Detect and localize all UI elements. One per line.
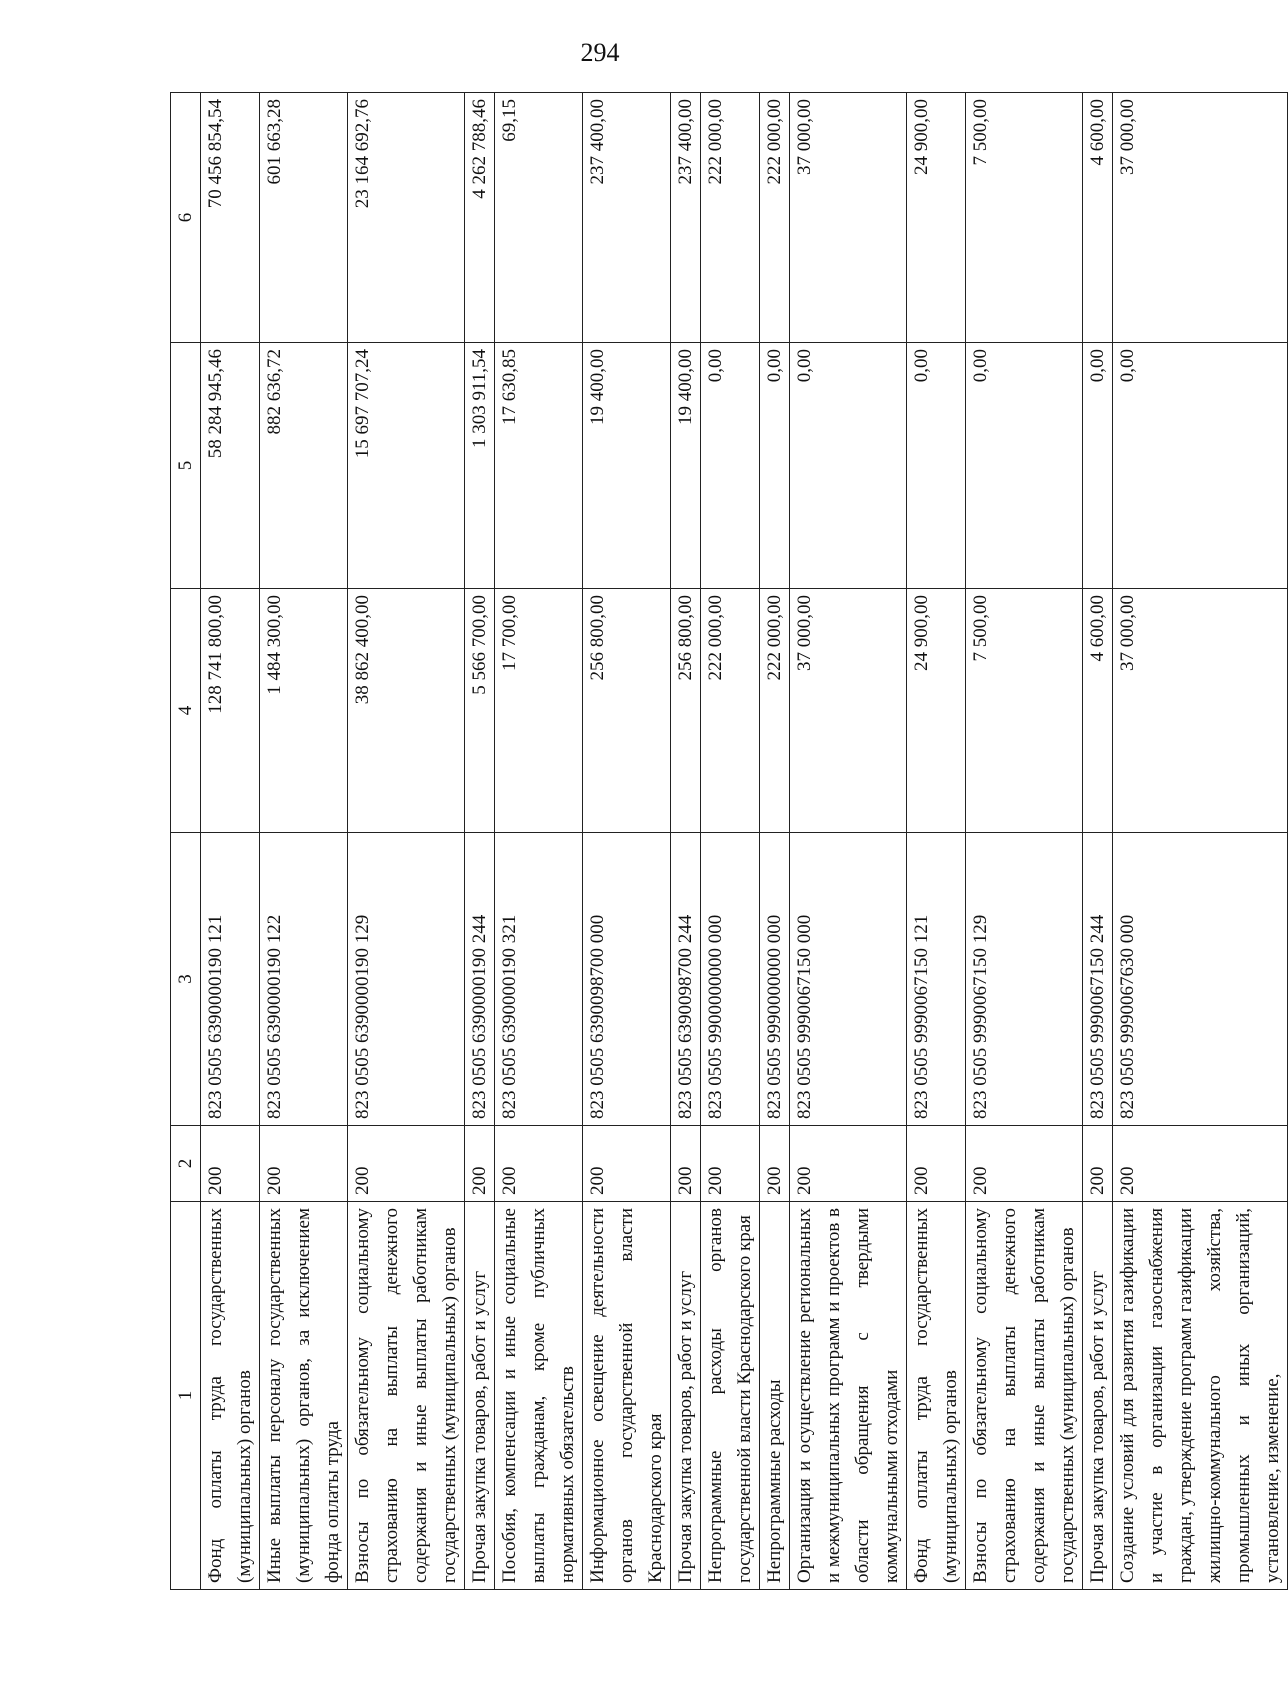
row-executed: 0,00 xyxy=(1083,343,1113,589)
row-executed: 58 284 945,46 xyxy=(201,343,260,589)
row-executed: 0,00 xyxy=(966,343,1083,589)
header-row xyxy=(171,93,201,1590)
row-name: Взносы по обязательному социальному страхованию на выплаты денежного содержания и иные выплаты работникам государственных (муниципальных) органов xyxy=(348,1202,465,1590)
row-remaining: 37 000,00 xyxy=(1113,93,1288,343)
row-budget-code: 823 0505 9990067150 129 xyxy=(966,833,1083,1126)
row-approved: 128 741 800,00 xyxy=(201,589,260,833)
row-remaining: 70 456 854,54 xyxy=(201,93,260,343)
row-executed: 0,00 xyxy=(790,343,907,589)
row-name: Взносы по обязательному социальному страхованию на выплаты денежного содержания и иные выплаты работникам государственных (муниципальных) органов xyxy=(966,1202,1083,1590)
column-header: 2 xyxy=(171,1126,201,1202)
column-header: 5 xyxy=(171,343,201,589)
row-executed: 0,00 xyxy=(701,343,760,589)
row-executed: 0,00 xyxy=(1113,343,1288,589)
row-name: Прочая закупка товаров, работ и услуг xyxy=(1083,1202,1113,1590)
row-name: Пособия, компенсации и иные социальные выплаты гражданам, кроме публичных нормативных обязательств xyxy=(495,1202,583,1590)
row-remaining: 601 663,28 xyxy=(260,93,348,343)
row-code-200: 200 xyxy=(495,1126,583,1202)
table-row xyxy=(260,93,348,1590)
row-code-200: 200 xyxy=(465,1126,495,1202)
row-code-200: 200 xyxy=(348,1126,465,1202)
row-code-200: 200 xyxy=(907,1126,966,1202)
row-remaining: 37 000,00 xyxy=(790,93,907,343)
row-approved: 37 000,00 xyxy=(1113,589,1288,833)
row-code-200: 200 xyxy=(201,1126,260,1202)
row-name: Непрограммные расходы органов государственной власти Краснодарского края xyxy=(701,1202,760,1590)
row-executed: 17 630,85 xyxy=(495,343,583,589)
row-name: Прочая закупка товаров, работ и услуг xyxy=(465,1202,495,1590)
table-row xyxy=(1113,93,1288,1590)
row-name: Непрограммные расходы xyxy=(760,1202,790,1590)
table-row xyxy=(790,93,907,1590)
table-row xyxy=(1083,93,1113,1590)
table-row xyxy=(348,93,465,1590)
row-code-200: 200 xyxy=(790,1126,907,1202)
table-row xyxy=(201,93,260,1590)
row-budget-code: 823 0505 9990067630 000 xyxy=(1113,833,1288,1126)
row-approved: 7 500,00 xyxy=(966,589,1083,833)
row-approved: 256 800,00 xyxy=(583,589,671,833)
row-remaining: 23 164 692,76 xyxy=(348,93,465,343)
row-approved: 5 566 700,00 xyxy=(465,589,495,833)
row-name: Иные выплаты персоналу государственных (муниципальных) органов, за исключением фонда оплаты труда xyxy=(260,1202,348,1590)
row-budget-code: 823 0505 9990000000 000 xyxy=(760,833,790,1126)
row-code-200: 200 xyxy=(966,1126,1083,1202)
row-remaining: 24 900,00 xyxy=(907,93,966,343)
row-remaining: 222 000,00 xyxy=(760,93,790,343)
row-remaining: 222 000,00 xyxy=(701,93,760,343)
row-name: Создание условий для развития газификации и участие в организации газоснабжения граждан, утверждение программ газификации жилищно-коммунального хозяйства, промышленных и иных организаций, установление, изменение, xyxy=(1113,1202,1288,1590)
budget-table xyxy=(170,92,1288,1590)
table-row xyxy=(671,93,701,1590)
row-approved: 17 700,00 xyxy=(495,589,583,833)
row-executed: 19 400,00 xyxy=(583,343,671,589)
row-code-200: 200 xyxy=(260,1126,348,1202)
row-remaining: 4 600,00 xyxy=(1083,93,1113,343)
row-executed: 882 636,72 xyxy=(260,343,348,589)
row-budget-code: 823 0505 6390000190 321 xyxy=(495,833,583,1126)
table-row xyxy=(495,93,583,1590)
row-remaining: 4 262 788,46 xyxy=(465,93,495,343)
row-budget-code: 823 0505 6390000190 122 xyxy=(260,833,348,1126)
row-budget-code: 823 0505 6390098700 244 xyxy=(671,833,701,1126)
column-header: 6 xyxy=(171,93,201,343)
column-header: 1 xyxy=(171,1202,201,1590)
row-budget-code: 823 0505 6390000190 129 xyxy=(348,833,465,1126)
table-row xyxy=(966,93,1083,1590)
page-number: 294 xyxy=(580,38,620,67)
row-name: Организация и осуществление региональных и межмуниципальных программ и проектов в области обращения с твердыми коммунальными отходами xyxy=(790,1202,907,1590)
table-row xyxy=(465,93,495,1590)
row-name: Прочая закупка товаров, работ и услуг xyxy=(671,1202,701,1590)
row-approved: 1 484 300,00 xyxy=(260,589,348,833)
row-approved: 37 000,00 xyxy=(790,589,907,833)
table-row xyxy=(701,93,760,1590)
row-budget-code: 823 0505 9990067150 000 xyxy=(790,833,907,1126)
row-executed: 0,00 xyxy=(907,343,966,589)
table-row xyxy=(760,93,790,1590)
row-remaining: 237 400,00 xyxy=(583,93,671,343)
row-approved: 222 000,00 xyxy=(760,589,790,833)
rotated-table-container xyxy=(170,93,1283,1590)
row-approved: 222 000,00 xyxy=(701,589,760,833)
row-budget-code: 823 0505 6390098700 000 xyxy=(583,833,671,1126)
row-budget-code: 823 0505 9990067150 121 xyxy=(907,833,966,1126)
row-code-200: 200 xyxy=(1083,1126,1113,1202)
row-budget-code: 823 0505 6390000190 121 xyxy=(201,833,260,1126)
column-header: 3 xyxy=(171,833,201,1126)
table-row xyxy=(583,93,671,1590)
row-code-200: 200 xyxy=(671,1126,701,1202)
row-executed: 15 697 707,24 xyxy=(348,343,465,589)
table-body xyxy=(201,93,1288,1590)
row-approved: 38 862 400,00 xyxy=(348,589,465,833)
row-name: Информационное освещение деятельности органов государственной власти Краснодарского края xyxy=(583,1202,671,1590)
row-code-200: 200 xyxy=(760,1126,790,1202)
row-executed: 1 303 911,54 xyxy=(465,343,495,589)
row-executed: 0,00 xyxy=(760,343,790,589)
row-code-200: 200 xyxy=(583,1126,671,1202)
row-approved: 24 900,00 xyxy=(907,589,966,833)
row-code-200: 200 xyxy=(701,1126,760,1202)
row-remaining: 237 400,00 xyxy=(671,93,701,343)
row-name: Фонд оплаты труда государственных (муниципальных) органов xyxy=(907,1202,966,1590)
row-budget-code: 823 0505 9900000000 000 xyxy=(701,833,760,1126)
row-executed: 19 400,00 xyxy=(671,343,701,589)
row-name: Фонд оплаты труда государственных (муниципальных) органов xyxy=(201,1202,260,1590)
row-code-200: 200 xyxy=(1113,1126,1288,1202)
table-row xyxy=(907,93,966,1590)
table-frame xyxy=(170,93,1283,1590)
row-remaining: 69,15 xyxy=(495,93,583,343)
row-approved: 4 600,00 xyxy=(1083,589,1113,833)
row-budget-code: 823 0505 6390000190 244 xyxy=(465,833,495,1126)
row-budget-code: 823 0505 9990067150 244 xyxy=(1083,833,1113,1126)
row-approved: 256 800,00 xyxy=(671,589,701,833)
row-remaining: 7 500,00 xyxy=(966,93,1083,343)
column-header: 4 xyxy=(171,589,201,833)
